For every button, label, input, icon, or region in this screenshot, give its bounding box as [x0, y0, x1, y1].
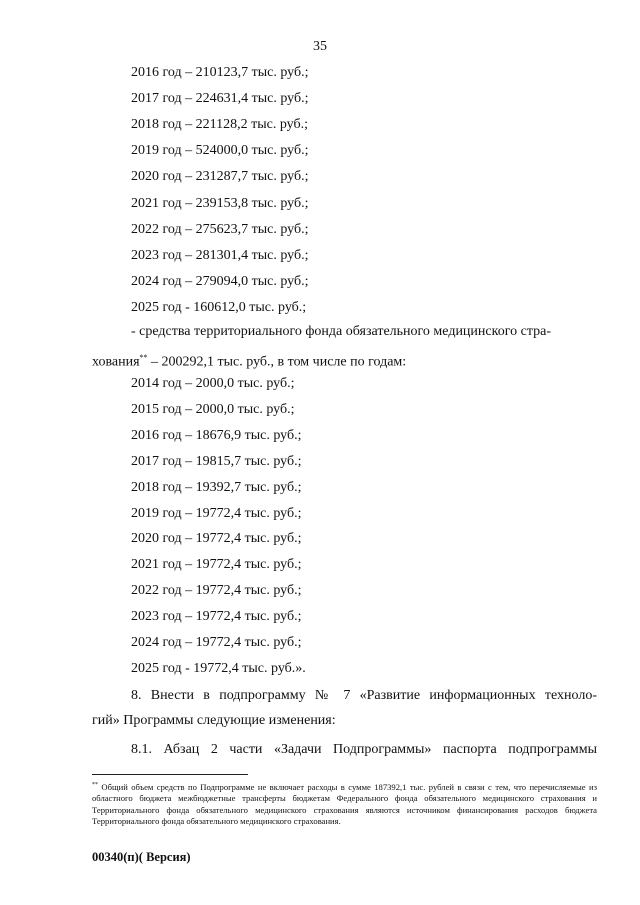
list-item: 2019 год – 524000,0 тыс. руб.;	[131, 143, 309, 159]
list-item: 2021 год – 19772,4 тыс. руб.;	[131, 557, 302, 573]
list-item: 2024 год – 19772,4 тыс. руб.;	[131, 635, 302, 650]
list-item: 2025 год - 160612,0 тыс. руб.;	[131, 299, 307, 315]
list-item: 2025 год - 19772,4 тыс. руб.».	[131, 660, 306, 676]
list-item: 2014 год – 2000,0 тыс. руб.;	[131, 376, 295, 391]
item8-line2: гий» Программы следующие изменения:	[92, 713, 336, 728]
list-item: 2020 год – 231287,7 тыс. руб.;	[131, 169, 309, 185]
footnote-separator	[92, 774, 248, 775]
footnote-mark: **	[92, 782, 98, 788]
list-item: 2017 год – 19815,7 тыс. руб.;	[131, 453, 302, 469]
list-item: 2023 год – 19772,4 тыс. руб.;	[131, 609, 302, 625]
list-item: 2023 год – 281301,4 тыс. руб.;	[131, 247, 309, 263]
list-item: 2017 год – 224631,4 тыс. руб.;	[131, 91, 309, 107]
list-item: 2022 год – 19772,4 тыс. руб.;	[131, 583, 302, 599]
fund-paragraph-line2	[92, 349, 406, 371]
document-code: 00340(п)( Версия)	[92, 850, 191, 864]
footnote-reference: **	[139, 353, 148, 362]
item81-line1: 8.1. Абзац 2 части «Задачи Подпрограммы» паспорта подпрограммы	[131, 742, 597, 757]
list-item: 2016 год – 210123,7 тыс. руб.;	[131, 65, 309, 80]
list-item: 2016 год – 18676,9 тыс. руб.;	[131, 427, 302, 443]
list-item: 2022 год – 275623,7 тыс. руб.;	[131, 221, 309, 237]
footnote	[92, 780, 597, 828]
list-item: 2021 год – 239153,8 тыс. руб.;	[131, 195, 309, 211]
fund-paragraph-line1: - средства территориального фонда обязательного медицинского стра-	[131, 324, 551, 339]
fund-paragraph-text-a: хования	[92, 354, 140, 370]
list-item: 2018 год – 221128,2 тыс. руб.;	[131, 117, 308, 133]
list-item: 2015 год – 2000,0 тыс. руб.;	[131, 401, 295, 417]
fund-paragraph-text-b: – 200292,1 тыс. руб., в том числе по годам:	[147, 354, 407, 370]
item8-line1: 8. Внести в подпрограмму № 7 «Развитие информационных техноло-	[131, 688, 597, 703]
page-number: 35	[313, 39, 327, 54]
footnote-text: Общий объем средств по Подпрограмме не включает расходы в сумме 187392,1 тыс. рублей в связи с тем, что перечисляемые из областного бюджета межбюджетные трансферты бюджетам Федерального фонда обязательного медицинского страхования и Территориального фонда обязательного медицинского страхования являются источником финансирования расходов бюджета Территориального фонда обязательного медицинского страхования.	[92, 781, 597, 827]
list-item: 2024 год – 279094,0 тыс. руб.;	[131, 273, 309, 289]
list-item: 2020 год – 19772,4 тыс. руб.;	[131, 531, 302, 547]
list-item: 2019 год – 19772,4 тыс. руб.;	[131, 505, 302, 521]
list-item: 2018 год – 19392,7 тыс. руб.;	[131, 479, 302, 495]
